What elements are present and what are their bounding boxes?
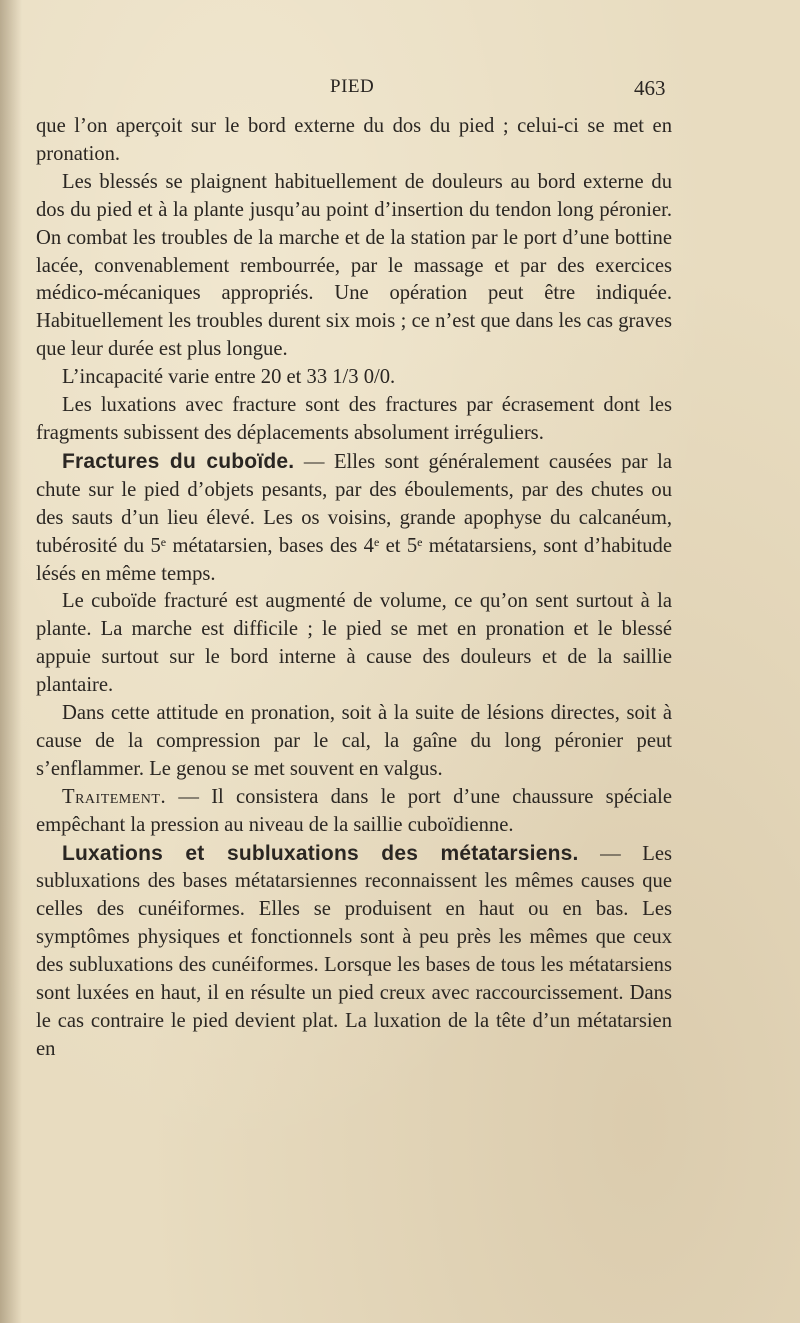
section-heading: Traitement. bbox=[62, 785, 167, 808]
paragraph bbox=[36, 588, 672, 700]
section-heading: Luxations et subluxations des métatarsiens. bbox=[62, 841, 579, 865]
page-number: 463 bbox=[634, 76, 666, 100]
section-heading: Fractures du cuboïde. bbox=[62, 449, 295, 473]
paragraph-text: métatarsien, bases des 4 bbox=[166, 534, 374, 557]
paragraph-text: que l’on aperçoit sur le bord externe du dos du pied ; celui-ci se met en pronation. bbox=[36, 115, 672, 165]
paragraph bbox=[36, 113, 672, 169]
paragraph-text: Les luxations avec fracture sont des fractures par écrasement dont les fragments subissent des déplacements absolument irréguliers. bbox=[36, 394, 672, 444]
running-head bbox=[0, 76, 800, 106]
paragraph-text: et 5 bbox=[379, 534, 418, 557]
ordinal-suffix: e bbox=[160, 534, 167, 549]
paragraph-fractures-cuboide bbox=[36, 448, 672, 589]
paragraph bbox=[36, 700, 672, 784]
paragraph-luxations bbox=[36, 840, 672, 1064]
paragraph-text: L’incapacité varie entre 20 et 33 1/3 0/0. bbox=[62, 366, 396, 389]
running-title: PIED bbox=[330, 76, 375, 97]
paragraph bbox=[36, 364, 672, 392]
paragraph bbox=[36, 392, 672, 448]
paragraph-text: Le cuboïde fracturé est augmenté de volume, ce qu’on sent surtout à la plante. La marche est difficile ; le pied se met en pronation et le blessé appuie surtout sur le bord interne à cause des douleurs et de la saillie plantaire. bbox=[36, 590, 672, 697]
paragraph-text: Dans cette attitude en pronation, soit à la suite de lésions directes, soit à cause de la compression par le cal, la gaîne du long péronier peut s’enflammer. Le genou se met souvent en valgus. bbox=[36, 702, 672, 780]
ordinal-suffix: e bbox=[373, 534, 380, 549]
paragraph-text: — Les subluxations des bases métatarsiennes reconnaissent les mêmes causes que celles des cunéiformes. Elles se produisent en haut ou en bas. Les symptômes physiques et fonctionnels sont à peu près les mêmes que ceux des subluxations des cunéiformes. Lorsque les bases de tous les métatarsiens sont luxées en haut, il en résulte un pied creux avec raccourcissement. Dans le cas contraire le pied devient plat. La luxation de la tête d’un métatarsien en bbox=[36, 842, 672, 1060]
paragraph-text: — Il consistera dans le port d’une chaussure spéciale empêchant la pression au niveau de la saillie cuboïdienne. bbox=[36, 785, 672, 836]
paragraph-text: Les blessés se plaignent habituellement de douleurs au bord externe du dos du pied et à la plante jusqu’au point d’insertion du tendon long péronier. On combat les troubles de la marche et de la station par le port d’une bottine lacée, convenablement rembourrée, par le massage et par des exercices médico-mécaniques appropriés. Une opération peut être indiquée. Habituellement les troubles durent six mois ; ce n’est que dans les cas graves que leur durée est plus longue. bbox=[36, 170, 672, 361]
body-text bbox=[36, 113, 672, 1064]
paragraph-text: — Elles sont généralement causées par la chute sur le pied d’objets pesants, par des éboulements, par des chutes ou des sauts d’un lieu élevé. Les os voisins, grande apophyse du calcanéum, tubérosité du bbox=[36, 450, 672, 557]
paragraph-traitement bbox=[36, 784, 672, 840]
ordinal-suffix: e bbox=[417, 534, 423, 549]
ordinal-number: 5 bbox=[150, 534, 161, 557]
paragraph bbox=[36, 169, 672, 364]
paragraph-text: métatarsiens, sont d’habitude lésés en même temps. bbox=[36, 534, 672, 585]
page-edge-shadow bbox=[0, 0, 22, 1323]
